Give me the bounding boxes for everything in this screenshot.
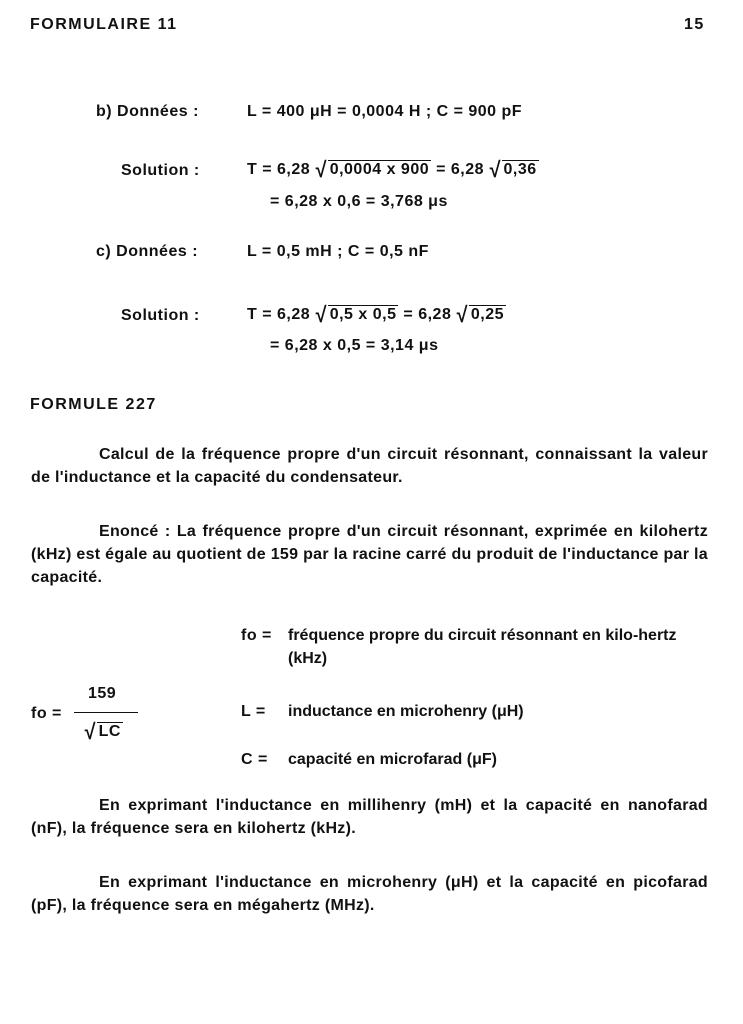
formula-intro xyxy=(31,443,708,489)
example-c-solution-line2: = 6,28 x 0,5 = 3,14 μs xyxy=(270,337,439,354)
legend-key-c: C = xyxy=(241,751,268,768)
example-b-radical-2 xyxy=(489,157,539,182)
example-b-radical-1 xyxy=(315,157,431,182)
legend-text-c: capacité en microfarad (μF) xyxy=(288,751,497,768)
example-b-radicand-2: 0,36 xyxy=(503,161,537,178)
example-b-solution-label: Solution : xyxy=(121,162,200,179)
formula-note-1 xyxy=(31,794,708,840)
sqrt-icon: √ xyxy=(456,302,469,327)
denominator-radicand: LC xyxy=(98,723,121,740)
running-header-title: FORMULAIRE 11 xyxy=(30,16,178,33)
fraction-bar xyxy=(74,712,138,713)
legend-text-l: inductance en microhenry (μH) xyxy=(288,703,524,720)
example-c-line1-prefix: T = 6,28 xyxy=(247,306,311,323)
example-c-radicand-2: 0,25 xyxy=(470,306,505,323)
formula-intro-text: Calcul de la fréquence propre d'un circuit résonnant, connaissant la valeur de l'inductance et la capacité du condensateur. xyxy=(31,446,708,486)
example-b-given: L = 400 μH = 0,0004 H ; C = 900 pF xyxy=(247,103,523,120)
formula-heading: FORMULE 227 xyxy=(30,396,157,413)
legend-key-l: L = xyxy=(241,703,266,720)
sqrt-icon: √ xyxy=(315,302,328,327)
legend-key-fo: fo = xyxy=(241,627,272,644)
formula-note-2-text: En exprimant l'inductance en microhenry (μH) et la capacité en picofarad (pF), la fréquence sera en mégahertz (MHz). xyxy=(31,874,708,914)
page-number: 15 xyxy=(684,16,705,33)
example-b-solution-line1 xyxy=(247,157,539,182)
example-b-line1-mid: = 6,28 xyxy=(436,161,484,178)
formula-note-2 xyxy=(31,871,708,917)
example-b-label: b) Données : xyxy=(96,103,199,120)
sqrt-icon: √ xyxy=(315,157,328,182)
example-c-radicand-1: 0,5 x 0,5 xyxy=(329,306,397,323)
sqrt-icon: √ xyxy=(489,157,501,182)
formula-statement xyxy=(31,520,708,589)
example-b-radicand-1: 0,0004 x 900 xyxy=(329,161,430,178)
example-c-solution-line1 xyxy=(247,302,506,327)
formula-numerator: 159 xyxy=(88,685,117,702)
example-b-solution-line2: = 6,28 x 0,6 = 3,768 μs xyxy=(270,193,448,210)
formula-statement-text: Enoncé : La fréquence propre d'un circuit résonnant, exprimée en kilohertz (kHz) est égale au quotient de 159 par la racine carré du produit de l'inductance par la capacité. xyxy=(31,523,708,586)
example-c-label: c) Données : xyxy=(96,243,199,260)
example-c-radical-2 xyxy=(456,302,506,327)
example-c-solution-label: Solution : xyxy=(121,307,200,324)
example-c-given: L = 0,5 mH ; C = 0,5 nF xyxy=(247,243,429,260)
example-c-radical-1 xyxy=(315,302,398,327)
example-c-line1-mid: = 6,28 xyxy=(403,306,452,323)
formula-lhs: fo = xyxy=(31,705,62,722)
denominator-radical xyxy=(84,719,123,744)
sqrt-icon: √ xyxy=(84,719,96,744)
legend-text-fo: fréquence propre du circuit résonnant en kilo-hertz (kHz) xyxy=(288,627,677,667)
formula-denominator xyxy=(84,719,123,744)
example-b-line1-prefix: T = 6,28 xyxy=(247,161,311,178)
formula-note-1-text: En exprimant l'inductance en millihenry (mH) et la capacité en nanofarad (nF), la fréquence sera en kilohertz (kHz). xyxy=(31,797,708,837)
